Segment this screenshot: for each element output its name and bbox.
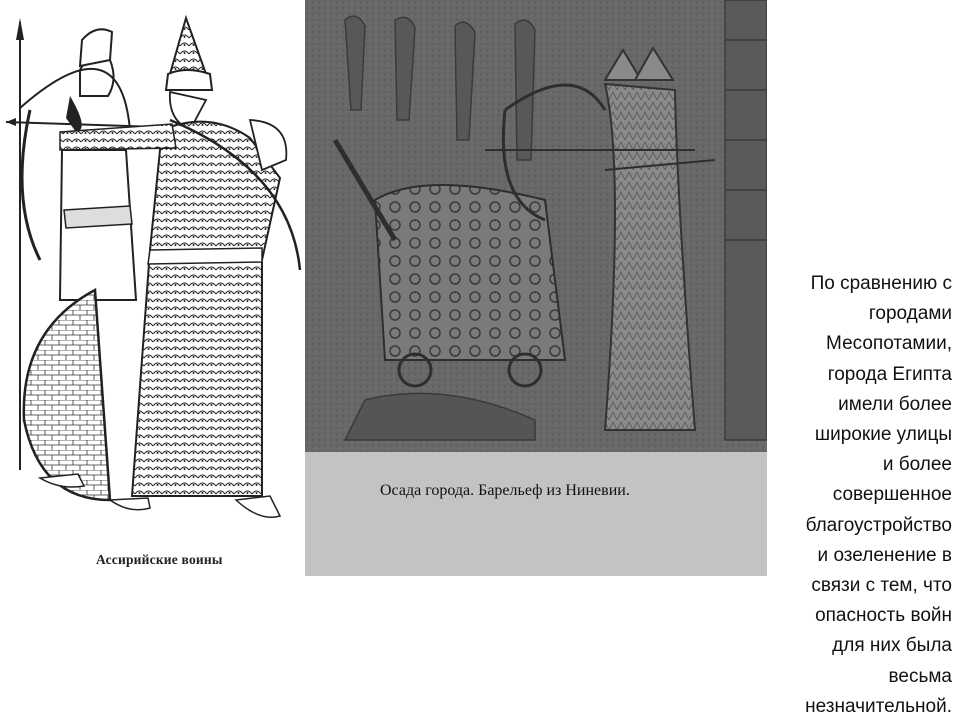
- body-line: и озеленение в: [817, 544, 952, 566]
- body-line: города Египта: [827, 363, 952, 385]
- body-text: [768, 269, 952, 722]
- body-line: весьма: [888, 665, 952, 687]
- assyrian-warriors-illustration: [0, 0, 305, 580]
- relief-caption-band: [305, 452, 767, 576]
- relief-drawing: [305, 0, 767, 452]
- body-line: незначительной.: [805, 695, 952, 717]
- body-line: совершенное: [832, 484, 952, 506]
- body-line: широкие улицы: [814, 424, 952, 446]
- body-line: городами: [868, 303, 952, 325]
- body-line: и более: [882, 454, 952, 476]
- body-line: имели более: [838, 393, 952, 415]
- warriors-drawing: [0, 0, 305, 580]
- body-line: для них была: [832, 635, 952, 657]
- body-line: опасность войн: [815, 605, 952, 627]
- nineveh-bas-relief-photo: [305, 0, 767, 452]
- body-line: По сравнению с: [810, 273, 952, 294]
- body-line: связи с тем, что: [811, 575, 952, 597]
- relief-caption: Осада города. Барельеф из Ниневии.: [380, 482, 630, 499]
- body-line: благоустройство: [805, 514, 952, 536]
- warriors-caption: Ассирийские воины: [96, 552, 223, 567]
- body-line: Месопотамии,: [826, 333, 952, 355]
